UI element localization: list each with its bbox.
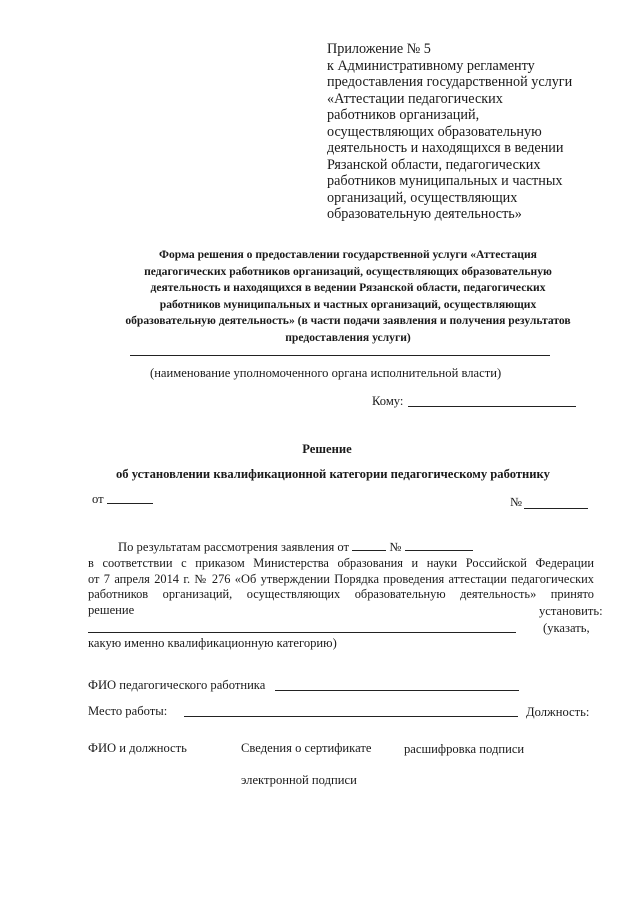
date-label: от [92,492,104,506]
appendix-line: образовательную деятельность» [327,206,522,222]
teacher-name-field[interactable] [275,690,519,691]
authority-name-line[interactable] [130,355,550,356]
number-label: № [510,495,523,509]
signature-certificate-line1: Сведения о сертификате [241,741,372,755]
application-date-field[interactable] [352,540,386,551]
body-line-4: работников организаций, осуществляющих образовательную деятельность» принято [88,587,594,601]
application-number-label: № [389,540,402,554]
workplace-label: Место работы: [88,704,168,718]
to-field[interactable] [408,406,576,407]
signature-name-position: ФИО и должность [88,741,187,755]
decision-subtitle: об установлении квалификационной категории педагогическому работнику [116,467,550,481]
teacher-name-label: ФИО педагогического работника [88,678,266,692]
signature-decoding: расшифровка подписи [404,742,525,756]
application-number-field[interactable] [405,540,473,551]
body-paragraph [88,556,594,603]
appendix-line: к Административному регламенту [327,57,535,74]
body-line-3: от 7 апреля 2014 г. № 276 «Об утверждении Порядка проведения аттестации педагогических [88,571,594,586]
appendix-line: Рязанской области, педагогических [327,156,541,173]
form-title-line: Форма решения о предоставлении государственной услуги «Аттестация [159,248,537,261]
body-line-7: какую именно квалификационную категорию) [88,636,337,650]
body-line-1 [118,540,473,555]
body-line-6-right: (указать, [543,621,590,635]
workplace-field[interactable] [184,716,518,717]
form-title-line: педагогических работников организаций, осуществляющих образовательную [144,264,552,278]
form-title [88,247,608,346]
form-title-line: работников муниципальных и частных организаций, осуществляющих [159,297,537,311]
body-line-2: в соответствии с приказом Министерства образования и науки Российской Федерации [88,556,594,570]
position-label: Должность: [526,705,590,719]
appendix-line: организаций, осуществляющих [327,189,518,206]
appendix-header [327,41,627,223]
appendix-line: деятельность и находящихся в ведении [327,140,564,156]
appendix-line: «Аттестации педагогических [327,90,503,107]
appendix-line: работников муниципальных и частных [327,173,563,189]
form-title-line: деятельность и находящихся в ведении Рязанской области, педагогических [150,281,546,294]
form-title-line: предоставления услуги) [285,330,411,344]
body-line-5-right: установить: [539,604,603,618]
appendix-line: предоставления государственной услуги [327,74,573,90]
authority-caption: (наименование уполномоченного органа исполнительной власти) [150,366,502,380]
appendix-line: Приложение № 5 [327,41,431,57]
body-line-1-text: По результатам рассмотрения заявления от [118,540,350,554]
number-field[interactable] [524,508,588,509]
category-field[interactable] [88,632,516,633]
date-field[interactable] [107,503,153,504]
form-title-line: образовательную деятельность» (в части подачи заявления и получения результатов [125,314,571,327]
appendix-line: работников организаций, [327,107,480,123]
body-line-5-left: решение [88,603,135,617]
signature-certificate-line2: электронной подписи [241,773,357,787]
decision-title: Решение [302,442,352,456]
appendix-line: осуществляющих образовательную [327,123,542,140]
to-label: Кому: [372,394,404,408]
